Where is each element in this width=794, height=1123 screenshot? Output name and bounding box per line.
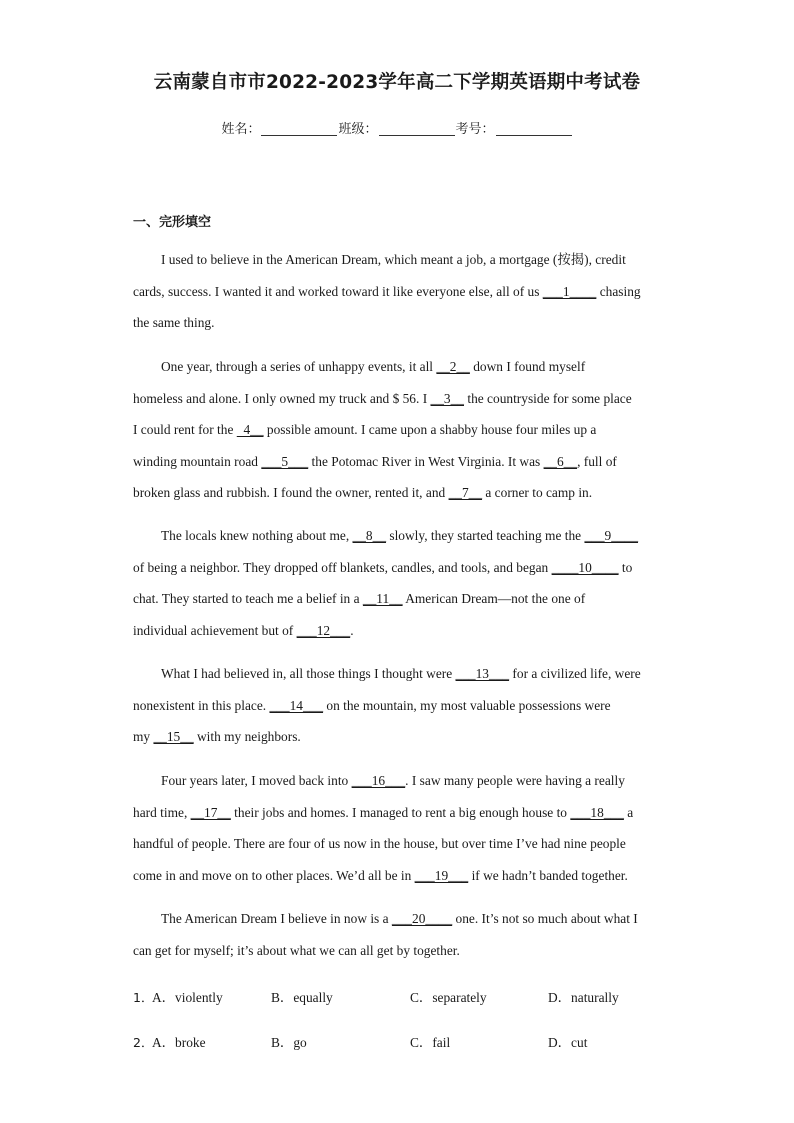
name-blank[interactable] bbox=[261, 121, 337, 136]
number-blank[interactable] bbox=[496, 121, 572, 136]
passage-text: my bbox=[133, 729, 154, 744]
answer-blank[interactable]: 4__ bbox=[236, 422, 264, 437]
option-a[interactable]: A．violently bbox=[152, 990, 223, 1005]
passage-text: . bbox=[350, 622, 354, 638]
passage-text: hard time, bbox=[133, 804, 191, 820]
passage-line bbox=[133, 276, 663, 308]
passage-paragraph-5 bbox=[133, 765, 663, 891]
passage-text: the same thing. bbox=[133, 315, 215, 330]
answer-blank[interactable]: ___20____ bbox=[391, 911, 453, 926]
passage-line bbox=[133, 615, 663, 647]
option-d[interactable]: D．cut bbox=[548, 1035, 588, 1050]
passage-text: What I had believed in, all those things I thought were bbox=[161, 666, 456, 681]
passage-paragraph-4 bbox=[133, 658, 663, 753]
passage-text: handful of people. There are four of us now in the house, but over time I’ve had nine people bbox=[133, 836, 626, 851]
passage-text: I used to believe in the American Dream, which meant a job, a mortgage (按揭), credit bbox=[161, 252, 626, 267]
passage-text: winding mountain road bbox=[133, 453, 262, 469]
passage-text: the countryside for some place bbox=[464, 390, 632, 406]
name-label: 姓名： bbox=[221, 122, 261, 137]
answer-blank[interactable]: ___12___ bbox=[296, 622, 351, 638]
passage-text: chasing bbox=[596, 283, 641, 299]
passage-text: for a civilized life, were bbox=[509, 666, 641, 681]
passage-text: The American Dream I believe in now is a bbox=[161, 911, 392, 926]
option-d[interactable]: D．naturally bbox=[548, 990, 619, 1005]
number-label: 考号： bbox=[455, 122, 495, 137]
passage-line bbox=[133, 935, 663, 967]
passage-text: slowly, they started teaching me the bbox=[386, 528, 585, 543]
passage-line bbox=[133, 351, 663, 383]
passage-text: down I found myself bbox=[469, 359, 586, 374]
passage-text: with my neighbors. bbox=[193, 729, 301, 744]
option-b[interactable]: B．equally bbox=[271, 990, 333, 1005]
answer-blank[interactable]: ___1____ bbox=[542, 283, 597, 299]
passage-text: The locals knew nothing about me, bbox=[161, 528, 353, 543]
passage-text: on the mountain, my most valuable possessions were bbox=[323, 697, 611, 713]
passage-text: individual achievement but of bbox=[133, 622, 297, 638]
passage-text: . I saw many people were having a really bbox=[405, 773, 625, 788]
passage-paragraph-1 bbox=[133, 244, 663, 339]
class-label: 班级： bbox=[338, 122, 378, 137]
answer-blank[interactable]: __15__ bbox=[153, 729, 194, 744]
student-info-line bbox=[0, 118, 794, 137]
question-number: 2． bbox=[133, 1035, 154, 1050]
passage-text: Four years later, I moved back into bbox=[161, 773, 352, 788]
passage-text: broken glass and rubbish. I found the owner, rented it, and bbox=[133, 485, 449, 500]
answer-blank[interactable]: __3__ bbox=[430, 390, 464, 406]
answer-blank[interactable]: ___19___ bbox=[414, 867, 469, 883]
passage-text: to bbox=[618, 559, 633, 575]
option-a[interactable]: A．broke bbox=[152, 1035, 206, 1050]
question-number: 1． bbox=[133, 990, 154, 1005]
passage-text: a bbox=[623, 804, 634, 820]
passage-text: the Potomac River in West Virginia. It was bbox=[308, 453, 544, 469]
answer-blank[interactable]: ___9____ bbox=[584, 528, 639, 543]
passage-line bbox=[133, 307, 663, 339]
passage-line bbox=[133, 797, 663, 829]
passage-line bbox=[133, 583, 663, 615]
passage-line bbox=[133, 658, 663, 690]
answer-blank[interactable]: ___14___ bbox=[269, 697, 324, 713]
answer-blank[interactable]: ____10____ bbox=[551, 559, 619, 575]
passage-text: of being a neighbor. They dropped off blankets, candles, and tools, and began bbox=[133, 559, 552, 575]
answer-blank[interactable]: __8__ bbox=[352, 528, 387, 543]
passage-text: if we hadn’t banded together. bbox=[468, 867, 628, 883]
answer-blank[interactable]: ___16___ bbox=[351, 773, 406, 788]
passage-paragraph-2 bbox=[133, 351, 663, 509]
passage-paragraph-3 bbox=[133, 520, 663, 646]
answer-blank[interactable]: __2__ bbox=[436, 359, 470, 374]
passage-line bbox=[133, 244, 663, 276]
passage-text: American Dream—not the one of bbox=[402, 591, 586, 606]
passage-line bbox=[133, 860, 663, 892]
option-b[interactable]: B．go bbox=[271, 1035, 307, 1050]
passage-paragraph-6 bbox=[133, 903, 663, 966]
section-title: 一、完形填空 bbox=[133, 215, 212, 230]
passage-text: I could rent for the bbox=[133, 422, 237, 437]
passage-text: one. It’s not so much about what I bbox=[452, 911, 638, 926]
answer-blank[interactable]: ___5___ bbox=[261, 453, 309, 469]
passage-line bbox=[133, 903, 663, 935]
passage-line bbox=[133, 520, 663, 552]
option-c[interactable]: C．fail bbox=[410, 1035, 451, 1050]
passage-line bbox=[133, 414, 663, 446]
passage-text: cards, success. I wanted it and worked toward it like everyone else, all of us bbox=[133, 283, 543, 299]
answer-blank[interactable]: __11__ bbox=[362, 591, 403, 606]
passage-text: possible amount. I came upon a shabby house four miles up a bbox=[263, 422, 597, 437]
answer-blank[interactable]: ___18___ bbox=[570, 804, 624, 820]
passage-line bbox=[133, 446, 663, 478]
passage-line bbox=[133, 721, 663, 753]
passage-line bbox=[133, 383, 663, 415]
passage-text: a corner to camp in. bbox=[482, 485, 593, 500]
class-blank[interactable] bbox=[379, 121, 455, 136]
answer-blank[interactable]: ___13___ bbox=[455, 666, 510, 681]
passage-text: can get for myself; it’s about what we can all get by together. bbox=[133, 942, 460, 958]
passage-text: chat. They started to teach me a belief in a bbox=[133, 591, 363, 606]
passage-text: their jobs and homes. I managed to rent a big enough house to bbox=[230, 804, 571, 820]
passage-line bbox=[133, 552, 663, 584]
option-c[interactable]: C．separately bbox=[410, 990, 487, 1005]
passage-line bbox=[133, 477, 663, 509]
passage-text: nonexistent in this place. bbox=[133, 697, 270, 713]
answer-blank[interactable]: __6__ bbox=[543, 453, 578, 469]
passage-text: One year, through a series of unhappy events, it all bbox=[161, 359, 437, 374]
answer-blank[interactable]: __7__ bbox=[448, 485, 483, 500]
passage-line bbox=[133, 828, 663, 860]
passage-line bbox=[133, 690, 663, 722]
passage-text: , full of bbox=[577, 453, 617, 469]
passage-line bbox=[133, 765, 663, 797]
page-title: 云南蒙自市市2022-2023学年高二下学期英语期中考试卷 bbox=[153, 72, 641, 93]
answer-blank[interactable]: __17__ bbox=[190, 804, 231, 820]
passage-text: homeless and alone. I only owned my truck and $ 56. I bbox=[133, 390, 431, 406]
passage-text: come in and move on to other places. We’d all be in bbox=[133, 867, 415, 883]
